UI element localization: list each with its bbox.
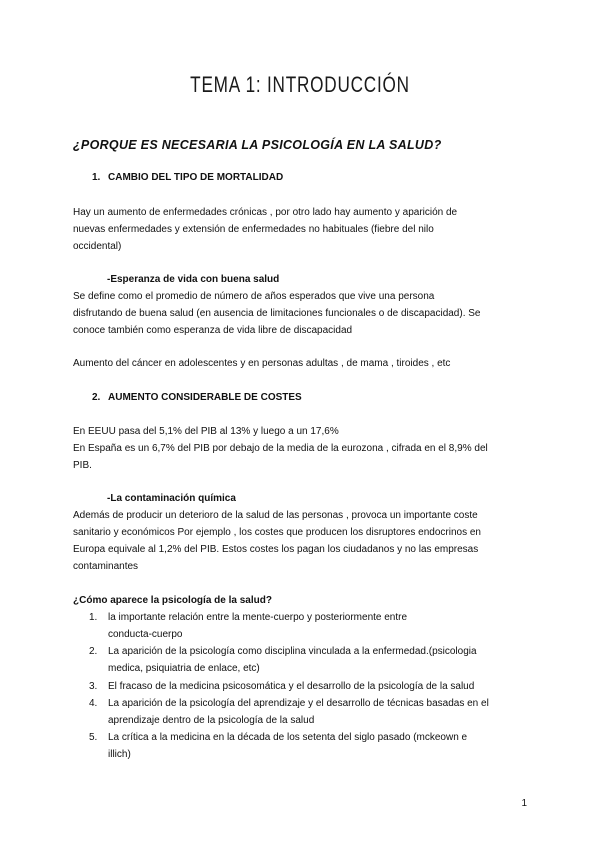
- section-1-number: 1.: [92, 172, 101, 183]
- section-2-subheading: -La contaminación química: [107, 493, 236, 504]
- section-1-para1-line3: occidental): [73, 241, 122, 252]
- section-2-para2-line3: Europa equivale al 1,2% del PIB. Estos costes los pagan los ciudadanos y no las empresas: [73, 544, 479, 555]
- section-2-para2-line1: Además de producir un deterioro de la salud de las personas , provoca un importante coste: [73, 510, 478, 521]
- list-item-4-line2: aprendizaje dentro de la psicología de la salud: [108, 715, 315, 726]
- section-2-number: 2.: [92, 392, 101, 403]
- section-1-para1-line1: Hay un aumento de enfermedades crónicas , por otro lado hay aumento y aparición de: [73, 207, 458, 218]
- section-1-para2-line2: disfrutando de buena salud (en ausencia de limitaciones funcionales o de discapacidad). Se: [73, 308, 481, 319]
- section-3-heading: ¿Cómo aparece la psicología de la salud?: [73, 595, 272, 606]
- list-item-4-number: 4.: [89, 698, 98, 709]
- list-item-2-number: 2.: [89, 646, 98, 657]
- list-item-5-number: 5.: [89, 732, 98, 743]
- section-1-para2-line3: conoce también como esperanza de vida libre de discapacidad: [73, 325, 353, 336]
- section-1-subheading: -Esperanza de vida con buena salud: [107, 274, 280, 285]
- list-item-1-number: 1.: [89, 612, 98, 623]
- section-2-heading: AUMENTO CONSIDERABLE DE COSTES: [108, 392, 302, 403]
- section-question-heading: ¿PORQUE ES NECESARIA LA PSICOLOGÍA EN LA SALUD?: [73, 138, 442, 152]
- section-1-heading: CAMBIO DEL TIPO DE MORTALIDAD: [108, 172, 284, 183]
- section-2-para1-line2: En España es un 6,7% del PIB por debajo de la media de la eurozona , cifrada en el 8,9% del: [73, 443, 488, 454]
- section-1-para3: Aumento del cáncer en adolescentes y en personas adultas , de mama , tiroides , etc: [73, 358, 451, 369]
- section-1-para2-line1: Se define como el promedio de número de años esperados que vive una persona: [73, 291, 435, 302]
- list-item-3-number: 3.: [89, 681, 98, 692]
- list-item-2-line2: medica, psiquiatria de enlace, etc): [108, 663, 260, 674]
- section-2-para2-line2: sanitario y económicos Por ejemplo , los costes que producen los disruptores endocrinos en: [73, 527, 481, 538]
- list-item-4-line1: La aparición de la psicología del aprendizaje y el desarrollo de técnicas basadas en el: [108, 698, 489, 709]
- page-number: 1: [521, 798, 527, 809]
- section-1-para1-line2: nuevas enfermedades y extensión de enfermedades no habituales (fiebre del nilo: [73, 224, 434, 235]
- page-title: TEMA 1: INTRODUCCIÓN: [190, 72, 410, 97]
- list-item-2-line1: La aparición de la psicología como disciplina vinculada a la enfermedad.(psicologia: [108, 646, 477, 657]
- list-item-5-line2: illich): [108, 749, 131, 760]
- section-2-para1-line1: En EEUU pasa del 5,1% del PIB al 13% y luego a un 17,6%: [73, 426, 339, 437]
- list-item-1-line2: conducta-cuerpo: [108, 629, 183, 640]
- list-item-3-line1: El fracaso de la medicina psicosomática y el desarrollo de la psicología de la salud: [108, 681, 475, 692]
- section-2-para1-line3: PIB.: [73, 460, 92, 471]
- list-item-5-line1: La crítica a la medicina en la década de los setenta del siglo pasado (mckeown e: [108, 732, 468, 743]
- list-item-1-line1: la importante relación entre la mente-cuerpo y posteriormente entre: [108, 612, 408, 623]
- section-2-para2-line4: contaminantes: [73, 561, 139, 572]
